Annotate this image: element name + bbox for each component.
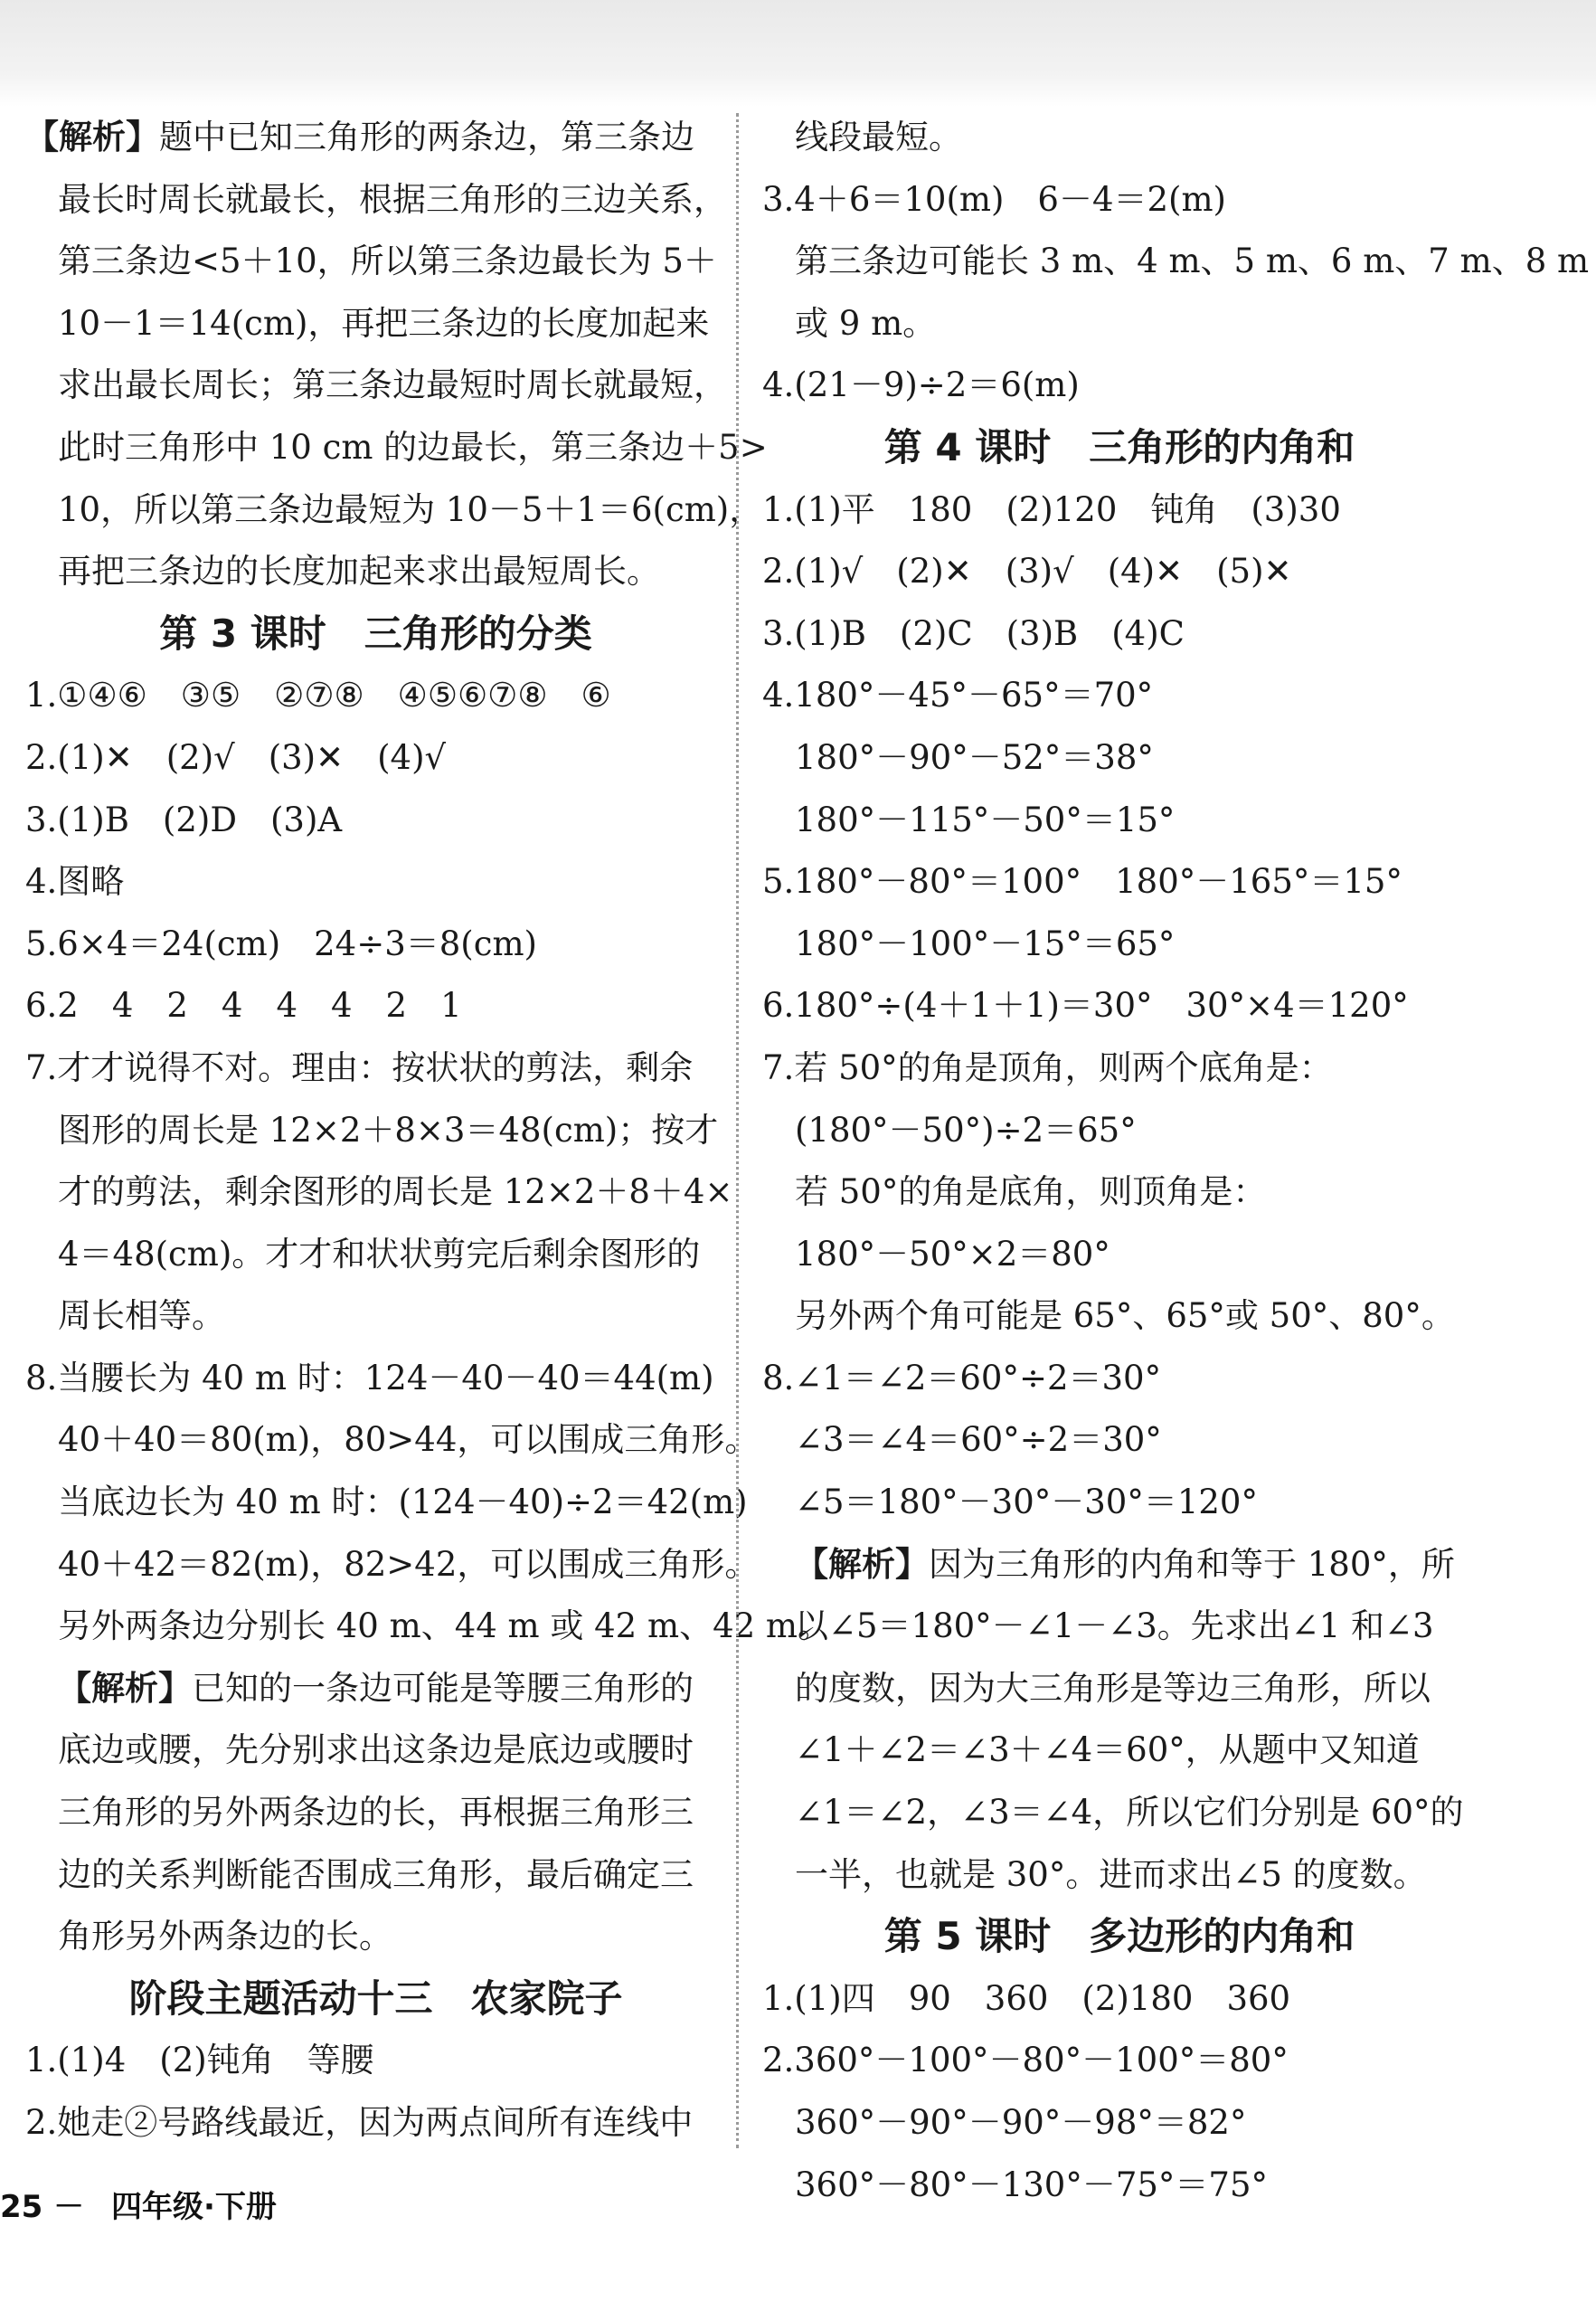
answer-line	[25, 1224, 726, 1286]
answer-line	[762, 231, 1590, 293]
line-text: 40＋40＝80(m)，80>44，可以围成三角形。	[58, 1420, 759, 1460]
line-text: 3.4＋6＝10(m) 6－4＝2(m)	[762, 179, 1226, 219]
line-text: 另外两个角可能是 65°、65°或 50°、80°。	[795, 1296, 1455, 1336]
line-text: 周长相等。	[58, 1296, 225, 1336]
answer-line	[25, 1906, 726, 1968]
answer-line	[762, 790, 1477, 852]
line-text: 另外两条边分别长 40 m、44 m 或 42 m、42 m。	[58, 1606, 831, 1646]
line-text: 5.180°－80°＝100° 180°－165°＝15°	[762, 862, 1402, 902]
right-answer-column	[762, 107, 1590, 2216]
answer-line	[25, 1782, 726, 1844]
answer-line	[762, 2092, 1477, 2155]
answer-line	[25, 1719, 726, 1782]
answer-line	[762, 665, 1477, 727]
answer-line	[762, 479, 1477, 542]
analysis-tag: 【解析】	[795, 1544, 929, 1584]
answer-line	[762, 1844, 1477, 1907]
answer-line	[762, 2030, 1477, 2092]
answer-line	[25, 914, 726, 976]
line-text: 1.①④⑥ ③⑤ ②⑦⑧ ④⑤⑥⑦⑧ ⑥	[25, 676, 611, 715]
answer-line	[762, 1472, 1477, 1534]
page-number: 25	[0, 2189, 43, 2225]
line-text: 8.∠1＝∠2＝60°÷2＝30°	[762, 1358, 1162, 1397]
line-text: 180°－100°－15°＝65°	[795, 924, 1176, 963]
answer-line	[25, 1100, 726, 1162]
answer-line	[25, 355, 726, 417]
answer-line	[762, 975, 1477, 1037]
answer-line	[762, 1409, 1477, 1472]
answer-line	[762, 1782, 1477, 1844]
line-text: 已知的一条边可能是等腰三角形的	[192, 1668, 694, 1708]
answer-line	[762, 1658, 1477, 1720]
line-text: 180°－50°×2＝80°	[795, 1234, 1110, 1274]
line-text: 以∠5＝180°－∠1－∠3。先求出∠1 和∠3	[795, 1606, 1434, 1646]
answer-line	[762, 293, 1477, 355]
line-text: 6.180°÷(4＋1＋1)＝30° 30°×4＝120°	[762, 986, 1409, 1026]
answer-line	[25, 1534, 759, 1596]
line-text: 角形另外两条边的长。	[58, 1917, 392, 1956]
line-text: 180°－90°－52°＝38°	[795, 737, 1154, 777]
answer-line	[762, 851, 1477, 914]
line-text: 当底边长为 40 m 时：(124－40)÷2＝42(m)	[58, 1483, 748, 1522]
answer-line	[762, 1161, 1477, 1224]
line-text: 三角形的另外两条边的长，再根据三角形三	[58, 1793, 694, 1833]
line-text: 7.才才说得不对。理由：按状状的剪法，剩余	[25, 1047, 694, 1087]
line-text: 题中已知三角形的两条边，第三条边	[159, 118, 694, 156]
line-text: 或 9 m。	[795, 303, 937, 343]
answer-line	[762, 727, 1477, 790]
line-text: 的度数，因为大三角形是等边三角形，所以	[795, 1668, 1431, 1708]
line-text: 4.(21－9)÷2＝6(m)	[762, 365, 1080, 405]
line-text: 3.(1)B (2)D (3)A	[25, 800, 343, 839]
left-answer-column	[25, 107, 831, 2155]
section-heading: 第 4 课时 三角形的内角和	[883, 424, 1355, 469]
answer-line	[25, 169, 726, 232]
line-text: ∠5＝180°－30°－30°＝120°	[795, 1483, 1258, 1522]
answer-line	[25, 727, 726, 790]
line-text: 第三条边可能长 3 m、4 m、5 m、6 m、7 m、8 m	[795, 242, 1590, 281]
line-text: 2.她走②号路线最近，因为两点间所有连线中	[25, 2103, 694, 2142]
line-text: 2.(1)✕ (2)√ (3)✕ (4)√	[25, 737, 447, 777]
answer-line	[762, 169, 1477, 232]
analysis-line	[762, 1534, 1477, 1596]
answer-line	[25, 1348, 726, 1410]
analysis-tag: 【解析】	[58, 1668, 192, 1708]
answer-line	[762, 107, 1477, 169]
answer-line	[762, 2155, 1477, 2217]
line-text: ∠3＝∠4＝60°÷2＝30°	[795, 1420, 1162, 1460]
answer-line	[25, 1844, 726, 1907]
answer-line	[25, 975, 726, 1037]
answer-line	[25, 541, 726, 603]
footer-separator: －	[53, 2189, 85, 2225]
line-text: 一半，也就是 30°。进而求出∠5 的度数。	[795, 1854, 1427, 1894]
answer-line	[762, 914, 1477, 976]
line-text: 2.360°－100°－80°－100°＝80°	[762, 2041, 1289, 2080]
page-footer	[0, 2184, 277, 2230]
answer-line	[762, 1596, 1477, 1658]
line-text: 图形的周长是 12×2＋8×3＝48(cm)；按才	[58, 1110, 719, 1150]
line-text: 最长时周长就最长，根据三角形的三边关系，	[58, 179, 727, 219]
answer-line	[762, 541, 1477, 603]
line-text: 4＝48(cm)。才才和状状剪完后剩余图形的	[58, 1234, 701, 1274]
line-text: 10－1＝14(cm)，再把三条边的长度加起来	[58, 303, 710, 343]
line-text: 7.若 50°的角是顶角，则两个底角是：	[762, 1047, 1333, 1087]
line-text: ∠1＋∠2＝∠3＋∠4＝60°，从题中又知道	[795, 1730, 1420, 1770]
answer-line	[25, 2092, 726, 2155]
line-text: 4.图略	[25, 862, 125, 902]
answer-line	[25, 1161, 733, 1224]
line-text: 第三条边<5＋10，所以第三条边最长为 5＋	[58, 242, 717, 281]
line-text: 此时三角形中 10 cm 的边最长，第三条边＋5>	[58, 427, 768, 467]
analysis-line	[25, 1658, 726, 1720]
line-text: 1.(1)平 180 (2)120 钝角 (3)30	[762, 489, 1341, 529]
answer-line	[762, 1968, 1477, 2031]
grade-label: 四年级·下册	[111, 2189, 277, 2225]
line-text: 2.(1)√ (2)✕ (3)√ (4)✕ (5)✕	[762, 552, 1292, 592]
answer-line	[762, 1285, 1477, 1348]
answer-line	[25, 790, 726, 852]
answer-line	[25, 1409, 759, 1472]
line-text: 360°－90°－90°－98°＝82°	[795, 2103, 1247, 2142]
line-text: 线段最短。	[795, 118, 962, 156]
answer-line	[25, 851, 726, 914]
line-text: 因为三角形的内角和等于 180°，所	[929, 1544, 1455, 1584]
answer-line	[762, 603, 1477, 666]
analysis-tag: 【解析】	[25, 118, 159, 156]
line-text: 若 50°的角是底角，则顶角是：	[795, 1172, 1267, 1212]
answer-line	[25, 665, 726, 727]
answer-line	[25, 293, 726, 355]
answer-line	[25, 1037, 726, 1100]
line-text: 1.(1)4 (2)钝角 等腰	[25, 2041, 374, 2080]
line-text: 1.(1)四 90 360 (2)180 360	[762, 1978, 1291, 2018]
answer-line	[762, 1224, 1477, 1286]
section-heading: 第 5 课时 多边形的内角和	[883, 1914, 1355, 1959]
line-text: 40＋42＝82(m)，82>42，可以围成三角形。	[58, 1544, 759, 1584]
line-text: ∠1＝∠2，∠3＝∠4，所以它们分别是 60°的	[795, 1793, 1464, 1833]
line-text: 求出最长周长；第三条边最短时周长就最短，	[58, 365, 727, 405]
line-text: 8.当腰长为 40 m 时：124－40－40＝44(m)	[25, 1358, 714, 1397]
line-text: 10，所以第三条边最短为 10－5＋1＝6(cm)，	[58, 489, 763, 529]
answer-line	[762, 1348, 1477, 1410]
line-text: 才的剪法，剩余图形的周长是 12×2＋8＋4×	[58, 1172, 733, 1212]
answer-line	[25, 1596, 831, 1658]
answer-line	[25, 479, 763, 542]
line-text: 再把三条边的长度加起来求出最短周长。	[58, 552, 660, 592]
answer-line	[25, 231, 726, 293]
column-divider	[736, 113, 739, 2148]
line-text: 4.180°－45°－65°＝70°	[762, 676, 1154, 715]
line-text: 6.2 4 2 4 4 4 2 1	[25, 986, 462, 1026]
answer-line	[762, 1037, 1477, 1100]
top-header-band	[0, 0, 1596, 107]
answer-line	[25, 2030, 726, 2092]
section-heading: 阶段主题活动十三 农家院子	[128, 1975, 623, 2021]
answer-line	[25, 417, 768, 479]
line-text: (180°－50°)÷2＝65°	[795, 1110, 1137, 1150]
answer-line	[762, 355, 1477, 417]
line-text: 360°－80°－130°－75°＝75°	[795, 2165, 1268, 2204]
answer-line	[25, 1472, 748, 1534]
line-text: 180°－115°－50°＝15°	[795, 800, 1176, 839]
line-text: 边的关系判断能否围成三角形，最后确定三	[58, 1854, 694, 1894]
section-heading: 第 3 课时 三角形的分类	[159, 611, 592, 656]
line-text: 底边或腰，先分别求出这条边是底边或腰时	[58, 1730, 694, 1770]
line-text: 5.6×4＝24(cm) 24÷3＝8(cm)	[25, 924, 537, 963]
analysis-line	[25, 107, 726, 169]
answer-line	[762, 1100, 1477, 1162]
line-text: 3.(1)B (2)C (3)B (4)C	[762, 613, 1185, 653]
answer-line	[25, 1285, 726, 1348]
answer-line	[762, 1719, 1477, 1782]
